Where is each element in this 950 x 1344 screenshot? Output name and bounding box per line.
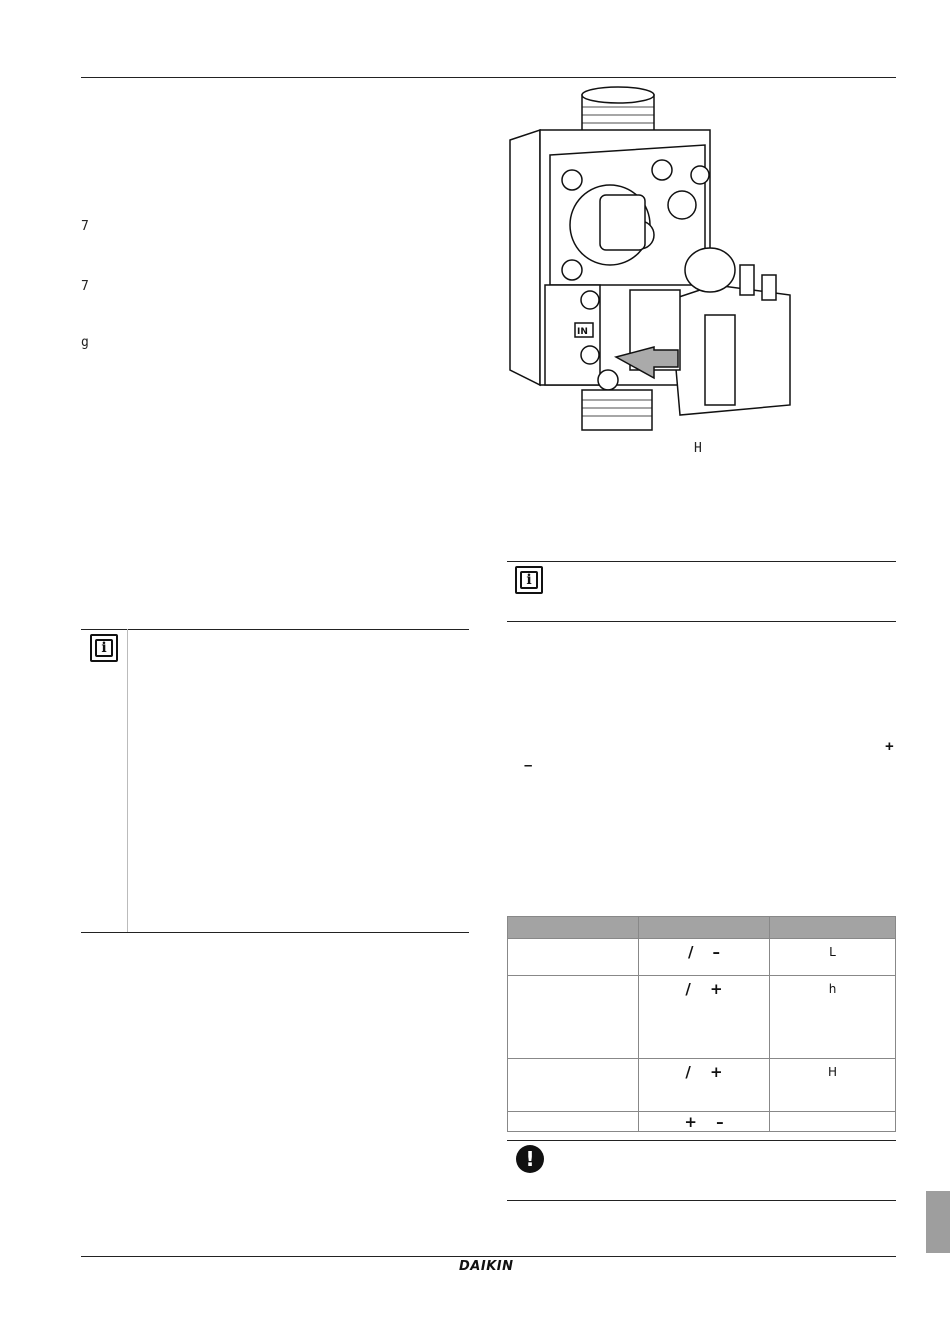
step-marker: 7 bbox=[81, 279, 89, 294]
info-icon: i bbox=[515, 566, 543, 594]
minus-icon: – bbox=[524, 757, 533, 774]
language-tab bbox=[926, 1191, 950, 1253]
setting-value: H bbox=[827, 1065, 838, 1079]
footer-rule bbox=[81, 1256, 896, 1257]
plus-icon: + bbox=[709, 1063, 723, 1081]
table-row bbox=[508, 939, 896, 976]
header-rule bbox=[81, 77, 896, 78]
info-box-top-rule bbox=[507, 561, 896, 562]
warning-box-top-rule bbox=[507, 1140, 896, 1141]
plus-icon: + bbox=[885, 738, 894, 755]
warning-icon: ! bbox=[516, 1145, 544, 1173]
info-box-bottom-rule bbox=[81, 932, 469, 933]
setting-value: L bbox=[829, 945, 836, 959]
slash-symbol: / bbox=[687, 943, 694, 961]
table-header-row bbox=[508, 917, 896, 939]
info-box-bottom-rule bbox=[507, 621, 896, 622]
slash-symbol: / bbox=[685, 1063, 691, 1081]
figure-caption-marker: H bbox=[694, 441, 702, 456]
slash-symbol: / bbox=[685, 980, 691, 998]
gas-valve-illustration bbox=[500, 85, 800, 435]
minus-icon: – bbox=[716, 1113, 724, 1131]
info-box-divider bbox=[127, 629, 128, 932]
settings-table bbox=[507, 916, 896, 1132]
minus-icon: – bbox=[712, 943, 721, 961]
table-row bbox=[508, 1059, 896, 1112]
info-box-top-rule bbox=[81, 629, 469, 630]
step-marker: 7 bbox=[81, 219, 89, 234]
warning-box-bottom-rule bbox=[507, 1200, 896, 1201]
plus-icon: + bbox=[684, 1113, 697, 1131]
setting-value: h bbox=[828, 982, 837, 996]
in-label: IN bbox=[577, 327, 588, 337]
info-icon: i bbox=[90, 634, 118, 662]
step-marker: g bbox=[81, 335, 89, 350]
table-row bbox=[508, 976, 896, 1059]
table-row bbox=[508, 1112, 896, 1132]
plus-icon: + bbox=[709, 980, 723, 998]
daikin-logo: DAIKIN bbox=[459, 1259, 514, 1274]
